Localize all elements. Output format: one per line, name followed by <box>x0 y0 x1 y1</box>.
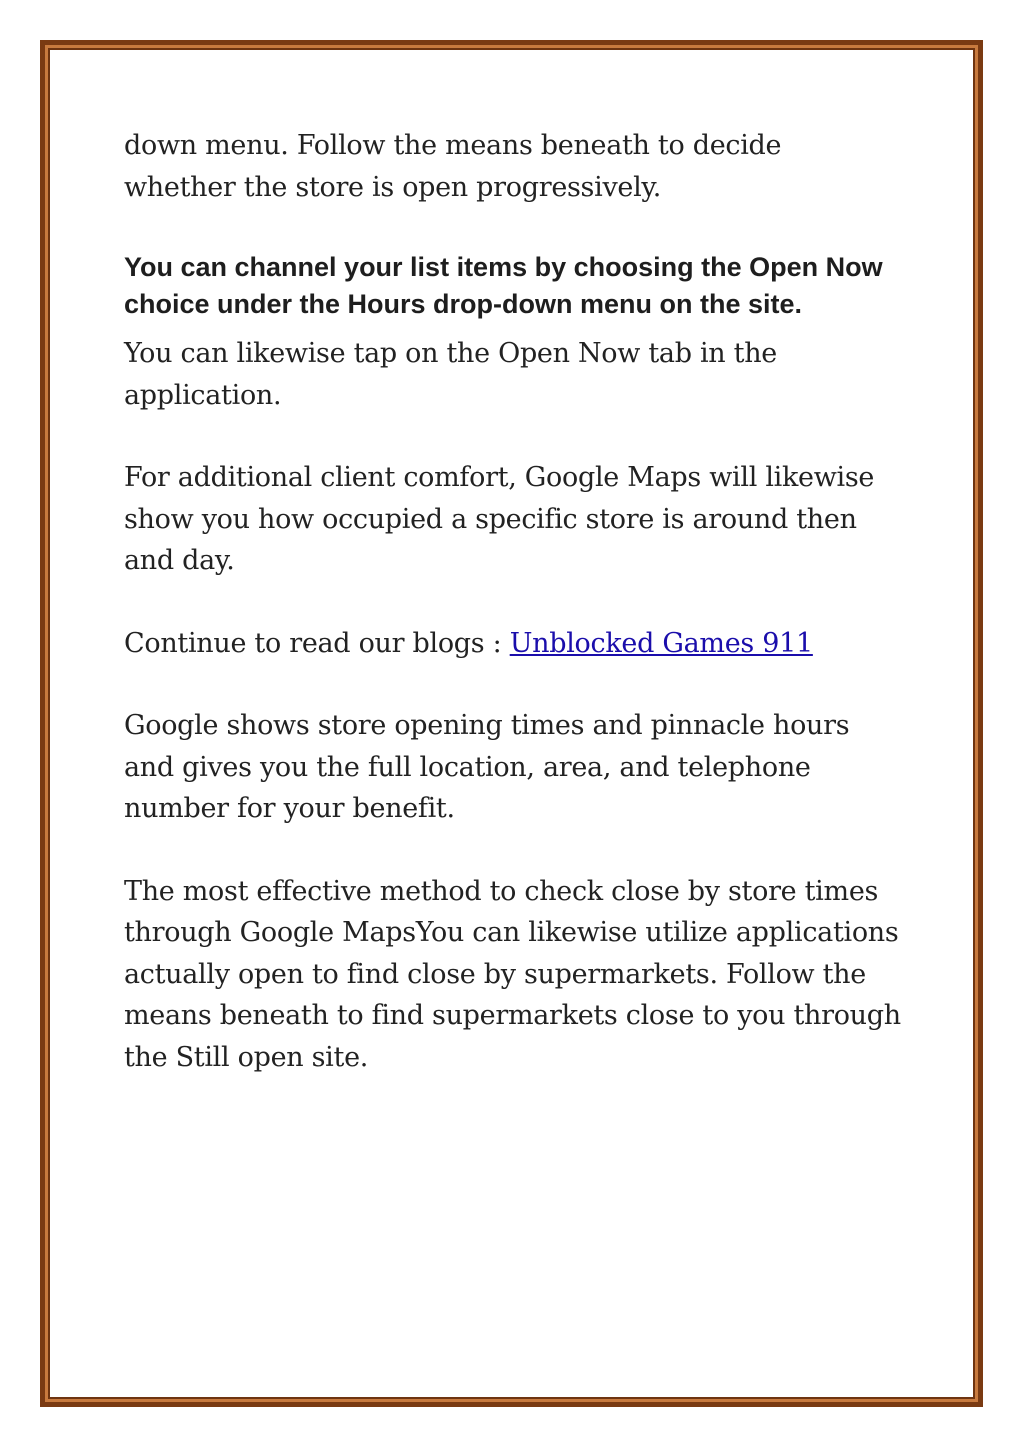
continue-reading-text: Continue to read our blogs : <box>124 627 510 659</box>
document-body <box>124 125 914 1119</box>
unblocked-games-link[interactable]: Unblocked Games 911 <box>509 627 813 659</box>
paragraph-intro: down menu. Follow the means beneath to decide whether the store is open progressively. <box>124 130 782 203</box>
section-heading: You can channel your list items by choosing the Open Now choice under the Hours drop-down menu on the site. <box>124 252 883 319</box>
paragraph-check-store-times: The most effective method to check close by store times through Google MapsYou can likewise utilize applications actually open to find close by supermarkets. Follow the means beneath to find supermarkets close to you through the Still open site. <box>124 875 901 1073</box>
paragraph-continue-reading <box>124 623 914 665</box>
paragraph-client-comfort: For additional client comfort, Google Maps will likewise show you how occupied a specific store is around then and day. <box>124 462 875 576</box>
paragraph-open-now-tab: You can likewise tap on the Open Now tab in the application. <box>124 338 777 411</box>
paragraph-store-hours: Google shows store opening times and pinnacle hours and gives you the full location, area, and telephone number for your benefit. <box>124 710 850 824</box>
